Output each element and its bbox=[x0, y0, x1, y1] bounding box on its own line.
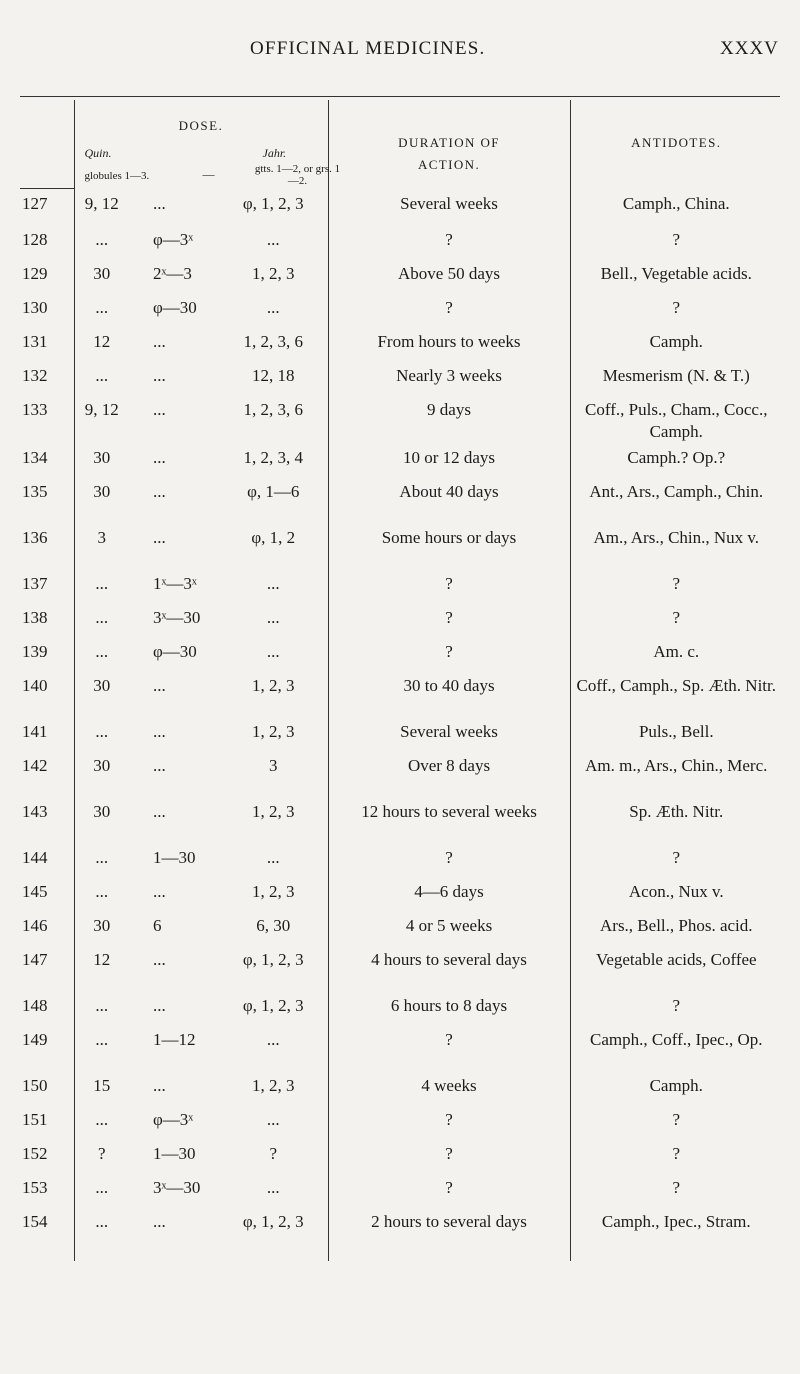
middle-dose: 3ˣ—30 bbox=[153, 607, 201, 627]
table-row bbox=[20, 1139, 782, 1173]
duration-of-action: From hours to weeks bbox=[328, 327, 570, 361]
jahr-dose: ... bbox=[266, 641, 280, 661]
table-row bbox=[20, 293, 782, 327]
duration-of-action: ? bbox=[328, 1173, 570, 1207]
duration-of-action: 4—6 days bbox=[328, 877, 570, 911]
quin-dose: 12 bbox=[93, 331, 111, 351]
middle-dose: 1—12 bbox=[153, 1029, 196, 1049]
row-number: 130 bbox=[20, 293, 74, 327]
jahr-dose: 1, 2, 3, 4 bbox=[243, 447, 303, 467]
table-row bbox=[20, 603, 782, 637]
table-row bbox=[20, 717, 782, 751]
row-number: 140 bbox=[20, 671, 74, 717]
jahr-dose: 1, 2, 3 bbox=[252, 721, 295, 741]
duration-of-action: ? bbox=[328, 1139, 570, 1173]
table-row bbox=[20, 991, 782, 1025]
antidotes: Camph.? Op.? bbox=[627, 447, 726, 467]
jahr-dose: 1, 2, 3, 6 bbox=[243, 331, 303, 351]
middle-dose: ... bbox=[153, 675, 166, 695]
duration-heading: DURATION OF ACTION. bbox=[398, 135, 500, 172]
running-title: OFFICINAL MEDICINES. bbox=[250, 38, 486, 59]
middle-dose: ... bbox=[153, 721, 166, 741]
table-row bbox=[20, 637, 782, 671]
middle-dose: ... bbox=[153, 331, 166, 351]
duration-of-action: 4 weeks bbox=[328, 1071, 570, 1105]
jahr-dose: ... bbox=[266, 229, 280, 249]
antidotes: Sp. Æth. Nitr. bbox=[629, 801, 724, 821]
table-row bbox=[20, 259, 782, 293]
jahr-dose: 1, 2, 3 bbox=[252, 263, 295, 283]
middle-dose: ... bbox=[153, 801, 166, 821]
quin-dose: ... bbox=[95, 1177, 109, 1197]
antidotes: Camph., Coff., Ipec., Op. bbox=[590, 1029, 763, 1049]
antidotes: ? bbox=[672, 1109, 681, 1129]
table-row bbox=[20, 225, 782, 259]
jahr-dose: ... bbox=[266, 847, 280, 867]
row-number: 128 bbox=[20, 225, 74, 259]
quin-dose: 9, 12 bbox=[84, 399, 119, 419]
jahr-dose: 3 bbox=[269, 755, 278, 775]
jahr-dose: φ, 1, 2, 3 bbox=[242, 1211, 304, 1231]
quin-label: Quin. bbox=[84, 146, 112, 160]
antidotes: ? bbox=[672, 847, 681, 867]
quin-dose: ... bbox=[95, 297, 109, 317]
table-row bbox=[20, 751, 782, 797]
jahr-dose: φ, 1, 2, 3 bbox=[242, 995, 304, 1015]
jahr-dose: ... bbox=[266, 297, 280, 317]
antidotes-heading: ANTIDOTES. bbox=[631, 135, 722, 150]
row-number: 153 bbox=[20, 1173, 74, 1207]
row-number: 146 bbox=[20, 911, 74, 945]
table-row bbox=[20, 395, 782, 443]
jahr-dose: ... bbox=[266, 1109, 280, 1129]
table-row bbox=[20, 671, 782, 717]
duration-of-action: ? bbox=[328, 569, 570, 603]
top-rule bbox=[20, 96, 780, 97]
quin-dose: ... bbox=[95, 365, 109, 385]
row-number: 134 bbox=[20, 443, 74, 477]
jahr-dose: 6, 30 bbox=[256, 915, 291, 935]
table-row bbox=[20, 443, 782, 477]
middle-dose: φ—3ˣ bbox=[153, 229, 194, 249]
jahr-dose: ... bbox=[266, 1029, 280, 1049]
row-number: 138 bbox=[20, 603, 74, 637]
jahr-dose: 1, 2, 3 bbox=[252, 675, 295, 695]
row-number: 143 bbox=[20, 797, 74, 843]
jahr-dose: ? bbox=[269, 1143, 278, 1163]
quin-dose: 12 bbox=[93, 949, 111, 969]
row-number: 135 bbox=[20, 477, 74, 523]
table-row bbox=[20, 1173, 782, 1207]
quin-dose: 30 bbox=[93, 481, 111, 501]
quin-dose: ... bbox=[95, 1029, 109, 1049]
jahr-dose: 1, 2, 3 bbox=[252, 881, 295, 901]
duration-of-action: 9 days bbox=[328, 395, 570, 443]
jahr-dose: 1, 2, 3, 6 bbox=[243, 399, 303, 419]
middle-dose: φ—30 bbox=[153, 641, 197, 661]
jahr-dose: ... bbox=[266, 607, 280, 627]
jahr-dose: φ, 1, 2, 3 bbox=[242, 193, 304, 213]
middle-dose: ... bbox=[153, 949, 166, 969]
table-row bbox=[20, 189, 782, 225]
medicine-table bbox=[20, 100, 782, 1261]
row-number: 150 bbox=[20, 1071, 74, 1105]
jahr-dose: φ, 1, 2 bbox=[251, 527, 296, 547]
antidotes: Ars., Bell., Phos. acid. bbox=[600, 915, 753, 935]
header-dose bbox=[74, 100, 341, 189]
quin-dose: ? bbox=[97, 1143, 106, 1163]
row-number: 149 bbox=[20, 1025, 74, 1071]
duration-of-action: Some hours or days bbox=[328, 523, 570, 569]
middle-dose: 1—30 bbox=[153, 1143, 196, 1163]
row-number: 151 bbox=[20, 1105, 74, 1139]
antidotes: Bell., Vegetable acids. bbox=[600, 263, 752, 283]
header-number-cell bbox=[20, 100, 74, 189]
quin-dose: ... bbox=[95, 721, 109, 741]
table-row bbox=[20, 797, 782, 843]
middle-dose: 2ˣ—3 bbox=[153, 263, 192, 283]
antidotes: ? bbox=[672, 607, 681, 627]
duration-of-action: 4 or 5 weeks bbox=[328, 911, 570, 945]
table-row bbox=[20, 1105, 782, 1139]
antidotes: ? bbox=[672, 995, 681, 1015]
antidotes: Mesmerism (N. & T.) bbox=[602, 365, 750, 385]
table-row bbox=[20, 945, 782, 991]
row-number: 139 bbox=[20, 637, 74, 671]
quin-dose: ... bbox=[95, 229, 109, 249]
middle-dose: ... bbox=[153, 399, 166, 419]
page-header bbox=[0, 38, 800, 78]
duration-of-action: 12 hours to several weeks bbox=[328, 797, 570, 843]
quin-dose: 30 bbox=[93, 915, 111, 935]
middle-dose: ... bbox=[153, 995, 166, 1015]
middle-dose: ... bbox=[153, 481, 166, 501]
antidotes: Coff., Puls., Cham., Cocc., Camph. bbox=[585, 399, 768, 441]
antidotes: Am., Ars., Chin., Nux v. bbox=[593, 527, 760, 547]
antidotes: ? bbox=[672, 1143, 681, 1163]
jahr-value: gtts. 1—2, or grs. 1—2. bbox=[254, 163, 341, 187]
duration-of-action: Nearly 3 weeks bbox=[328, 361, 570, 395]
jahr-dose: ... bbox=[266, 1177, 280, 1197]
quin-dose: 9, 12 bbox=[84, 193, 119, 213]
jahr-dose: 1, 2, 3 bbox=[252, 801, 295, 821]
row-number: 152 bbox=[20, 1139, 74, 1173]
table-row bbox=[20, 877, 782, 911]
middle-dose: ... bbox=[153, 447, 166, 467]
row-number: 132 bbox=[20, 361, 74, 395]
row-number: 131 bbox=[20, 327, 74, 361]
quin-dose: ... bbox=[95, 881, 109, 901]
jahr-dose: φ, 1, 2, 3 bbox=[242, 949, 304, 969]
quin-value: globules 1—3. bbox=[84, 170, 150, 182]
jahr-label: Jahr. bbox=[262, 146, 287, 160]
antidotes: ? bbox=[672, 297, 681, 317]
row-number: 141 bbox=[20, 717, 74, 751]
duration-of-action: Over 8 days bbox=[328, 751, 570, 797]
row-number: 148 bbox=[20, 991, 74, 1025]
duration-of-action: Above 50 days bbox=[328, 259, 570, 293]
header-antidotes bbox=[570, 100, 782, 189]
table-row bbox=[20, 1071, 782, 1105]
duration-of-action: ? bbox=[328, 603, 570, 637]
antidotes: Acon., Nux v. bbox=[628, 881, 724, 901]
middle-dose: ... bbox=[153, 755, 166, 775]
antidotes: Camph. bbox=[649, 1075, 703, 1095]
quin-dose: ... bbox=[95, 607, 109, 627]
antidotes: Camph., China. bbox=[622, 193, 730, 213]
row-number: 127 bbox=[20, 189, 74, 225]
row-number: 133 bbox=[20, 395, 74, 443]
header-duration bbox=[328, 100, 570, 189]
row-number: 142 bbox=[20, 751, 74, 797]
duration-of-action: ? bbox=[328, 1025, 570, 1071]
duration-of-action: ? bbox=[328, 225, 570, 259]
middle-dose: φ—30 bbox=[153, 297, 197, 317]
quin-dose: 30 bbox=[93, 675, 111, 695]
jahr-dose: 1, 2, 3 bbox=[252, 1075, 295, 1095]
antidotes: ? bbox=[672, 1177, 681, 1197]
middle-dose: ... bbox=[153, 1075, 166, 1095]
row-number: 145 bbox=[20, 877, 74, 911]
duration-of-action: 2 hours to several days bbox=[328, 1207, 570, 1261]
quin-dose: ... bbox=[95, 1109, 109, 1129]
duration-of-action: 4 hours to several days bbox=[328, 945, 570, 991]
row-number: 136 bbox=[20, 523, 74, 569]
table-row bbox=[20, 361, 782, 395]
middle-dose: ... bbox=[153, 365, 166, 385]
antidotes: Am. m., Ars., Chin., Merc. bbox=[585, 755, 768, 775]
row-number: 154 bbox=[20, 1207, 74, 1261]
table-row bbox=[20, 569, 782, 603]
row-number: 129 bbox=[20, 259, 74, 293]
dose-title: DOSE. bbox=[178, 118, 224, 133]
duration-of-action: 10 or 12 days bbox=[328, 443, 570, 477]
middle-dose: ... bbox=[153, 1211, 166, 1231]
quin-dose: 30 bbox=[93, 801, 111, 821]
row-number: 144 bbox=[20, 843, 74, 877]
page-number: XXXV bbox=[720, 38, 779, 59]
middle-dose: ... bbox=[153, 193, 166, 213]
jahr-dose: φ, 1—6 bbox=[247, 481, 300, 501]
antidotes: ? bbox=[672, 229, 681, 249]
middle-dose: ... bbox=[153, 527, 166, 547]
quin-dose: 30 bbox=[93, 263, 111, 283]
antidotes: Am. c. bbox=[653, 641, 700, 661]
middle-dose: ... bbox=[153, 881, 166, 901]
jahr-dose: ... bbox=[266, 573, 280, 593]
antidotes: ? bbox=[672, 573, 681, 593]
table-row bbox=[20, 523, 782, 569]
duration-of-action: ? bbox=[328, 293, 570, 327]
duration-of-action: Several weeks bbox=[328, 189, 570, 225]
table-row bbox=[20, 911, 782, 945]
duration-of-action: Several weeks bbox=[328, 717, 570, 751]
antidotes: Vegetable acids, Coffee bbox=[595, 949, 757, 969]
middle-dose: 1ˣ—3ˣ bbox=[153, 573, 197, 593]
duration-of-action: About 40 days bbox=[328, 477, 570, 523]
middle-dose: 3ˣ—30 bbox=[153, 1177, 201, 1197]
antidotes: Coff., Camph., Sp. Æth. Nitr. bbox=[576, 675, 776, 695]
quin-dose: ... bbox=[95, 847, 109, 867]
duration-of-action: ? bbox=[328, 843, 570, 877]
antidotes: Ant., Ars., Camph., Chin. bbox=[589, 481, 764, 501]
middle-dose: φ—3ˣ bbox=[153, 1109, 194, 1129]
table-row bbox=[20, 843, 782, 877]
duration-of-action: 30 to 40 days bbox=[328, 671, 570, 717]
quin-dose: 30 bbox=[93, 755, 111, 775]
table-row bbox=[20, 327, 782, 361]
duration-of-action: ? bbox=[328, 1105, 570, 1139]
table-row bbox=[20, 1025, 782, 1071]
quin-dose: ... bbox=[95, 641, 109, 661]
quin-dose: 30 bbox=[93, 447, 111, 467]
quin-dose: 3 bbox=[97, 527, 106, 547]
duration-of-action: 6 hours to 8 days bbox=[328, 991, 570, 1025]
quin-dose: ... bbox=[95, 995, 109, 1015]
table-row bbox=[20, 1207, 782, 1261]
middle-dose: 6 bbox=[153, 915, 162, 935]
duration-of-action: ? bbox=[328, 637, 570, 671]
row-number: 147 bbox=[20, 945, 74, 991]
antidotes: Puls., Bell. bbox=[638, 721, 714, 741]
middle-value: — bbox=[202, 167, 215, 181]
middle-dose: 1—30 bbox=[153, 847, 196, 867]
antidotes: Camph., Ipec., Stram. bbox=[601, 1211, 751, 1231]
jahr-dose: 12, 18 bbox=[252, 365, 295, 385]
row-number: 137 bbox=[20, 569, 74, 603]
quin-dose: ... bbox=[95, 573, 109, 593]
antidotes: Camph. bbox=[649, 331, 703, 351]
table-row bbox=[20, 477, 782, 523]
quin-dose: 15 bbox=[93, 1075, 111, 1095]
quin-dose: ... bbox=[95, 1211, 109, 1231]
